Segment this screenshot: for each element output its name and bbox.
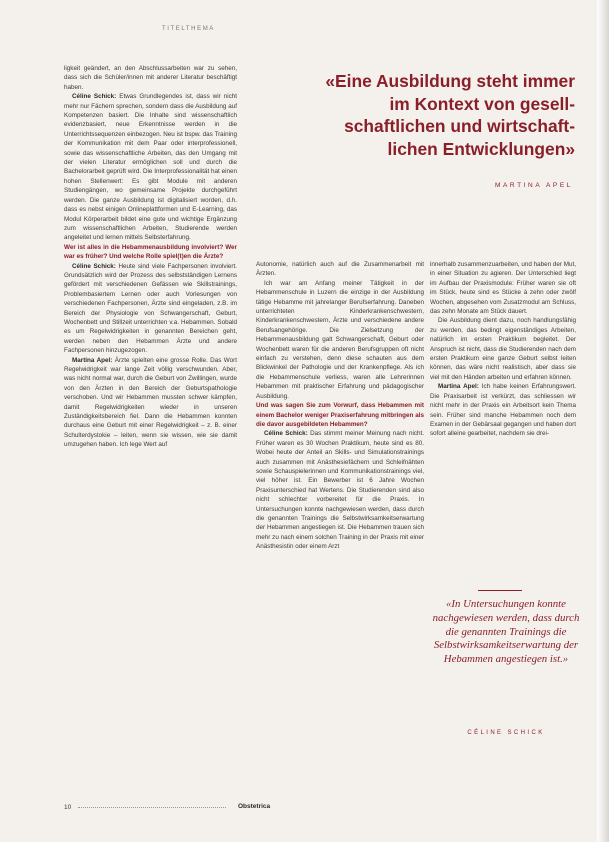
pullquote-divider — [478, 590, 522, 591]
paragraph — [256, 429, 424, 551]
headline-quote: «Eine Ausbildung steht immer im Kontext von gesell-schaftlichen und wirtschaft-lichen Entwicklungen» — [325, 71, 575, 159]
page-number: 10 — [64, 804, 72, 811]
paragraph-text: Etwas Grundlegendes ist, dass wir nicht mehr nur Fächern sprechen, sondern dass die Ausbildung auf Kompetenzen basiert. Die Inhalte sind wissenschaftlich evidenzbasiert, neue Erkenntnisse werden in die Unterrichtssequenzen einbezogen. Neu ist bspw. das Training der Kommunikation mit dem Paar oder interprofessionell, sowie das wissenschaftliche Arbeiten, das den Umgang mit der vielen Literatur ermöglichen soll und durch die Bachelorarbeit geprüft wird. Die Interprofessionalität hat einen hohen Stellenwert: Es gibt Module mit anderen Studiengängen, wo gemeinsame Projekte durchgeführt werden. Die ganze Ausbildung ist digitalisiert worden, d.h. dass es nebst einigen Onlineplattformen und E-Learning, das Modul Körperarbeit bildet eine gute und wichtige Ergänzung zum wissenschaftlichen Arbeiten, Studierende werden angeleitet und lernen mittels Selbsterfahrung. — [64, 93, 238, 242]
paragraph-text: Das stimmt meiner Meinung nach nicht. Früher waren es 30 Wochen Praktikum, heute sind es 80. Wobei heute der Anteil an Skills- und Simulationstrainings auch zusammen mit Anästhesiefächern und Schleifnähten sowie Schauspielerinnen und Kommunikationstrainings viel, viel höher ist. Ein Bewerber ist 6 Jahre Wochen Praxisunterschied hat Wertens. Die Studierenden sind also nicht schlechter vorbereitet für die Praxis. In Untersuchungen konnte nachgewiesen werden, dass durch die genannten Trainings die Selbstwirksamkeitserwartung der Hebammen angestiegen ist. Die Hebammen trauen sich mehr zu nach einem solchen Training in der Praxis mit einer Anästhesistin oder einem Arzt — [256, 430, 425, 551]
speaker-name: Céline Schick: — [72, 93, 117, 101]
paragraph — [64, 92, 237, 243]
page-edge — [597, 0, 609, 842]
pullquote-author: CÉLINE SCHICK — [467, 730, 545, 736]
paragraph-text: Ärzte spielten eine grosse Rolle. Das Wort Regelwidrigkeit war lange Zeit völlig verschwunden. Aber, was nicht normal war, durch die Geburt von Zwillingen, wurde von den Ärzten in den Bereich der Geburtspathologie verschoben. Und wir Hebammen mussten schwer kämpfen, damit Regelwidrigkeiten wieder in unseren Zuständigkeitsbereich fiel. Dann die Hebammen konnten durchaus eine Geburt mit einer Regelwidrigkeit – z. B. einer Schulterdystokie – leiten, wenn sie wissen, wie sie damit umzugehen haben. Ich lege Wert auf — [64, 356, 237, 449]
text-column-1 — [64, 64, 237, 450]
paragraph: Die Ausbildung dient dazu, noch handlungsfähig zu werden, das bedingt eigenständiges Arbeiten, natürlich im ersten Praktikum begleitet. Der Anspruch ist nicht, dass die Studierenden nach dem ersten Praktikum eine ganze Geburt selbst leiten können, das wäre nicht realistisch, aber dass sie viel mit den Händen arbeiten und erfahren können. — [430, 317, 576, 381]
paragraph — [64, 356, 237, 450]
paragraph: Autonomie, natürlich auch auf die Zusammenarbeit mit Ärzten. — [256, 261, 424, 278]
running-head: TITELTHEMA — [162, 26, 215, 32]
paragraph-text: Ich habe keinen Erfahrungswert. Die Praxisarbeit ist verkürzt, das schliessen wir nicht mehr in der Praxis ein Arbeitsort kein Thema sein. Früher sind manche Hebammen noch dem Examen in der Gebärsaal gegangen und haben dort sofort alleine gearbeitet, nachdem sie drei- — [430, 383, 576, 438]
text-column-3 — [430, 260, 576, 439]
paragraph: Ich war am Anfang meiner Tätigkeit in der Hebammenschule in Luzern die einzige in der Ausbildung tätige Hebamme mit jahrelanger Berufserfahrung. Daneben unterrichteten Kinderkrankenschwestern, Kinderkrankenschwestern, Ärzte und verschiedene andere Berufsangehörige. Die Zielsetzung der Hebammenausbildung galt Schwangerschaft, Geburt oder Wochenbett waren für die anderen Berufsgruppen oft nicht einfach zu verstehen, denn diese schauten aus dem Blickwinkel der Pathologie und der Krankenpflege. Als ich die Hebammenschule verliess, waren alle Lehrerinnen Hebammen mit praktischer Erfahrung und pädagogischer Ausbildung. — [256, 279, 424, 400]
headline-author: MARTINA APEL — [494, 182, 573, 189]
paragraph: ligkeit geändert, an den Abschlussarbeiten war zu sehen, dass sich die Schüler/innen mit anderer Literatur beschäftigt haben. — [64, 65, 237, 91]
journal-name: Obstetrica — [238, 803, 271, 810]
interview-question: Wer ist alles in die Hebammenausbildung involviert? Wer war es früher? Und welche Rolle spiel(t)en die Ärzte? — [64, 243, 237, 261]
paragraph-text: Heute sind viele Fachpersonen involviert. Grundsätzlich wird der Prozess des selbstständigen Lernens gefördert mit verschiedenen Gefässen wie Skillstrainings, Problembasiertem Lernen oder auch Vorlesungen von verschiedenen Fachpersonen, Ärzte sind eingeladen, z.B. im Bereich der Physiologie von Schwangerschaft, Geburt, Wochenbett und Stillzeit unterrichten v.a. Hebammen. Sobald es um Regelwidrigkeiten in genannten Bereichen geht, werden neben den Hebammen Ärzte und andere Fachpersonen hinzugezogen. — [64, 262, 238, 355]
paragraph — [64, 262, 237, 356]
speaker-name: Martina Apel: — [72, 356, 113, 364]
speaker-name: Céline Schick: — [72, 262, 116, 270]
interview-question: Und was sagen Sie zum Vorwurf, dass Hebammen mit einem Bachelor weniger Praxiserfahrung mitbringen als die davor ausgebildeten Hebammen? — [256, 402, 424, 428]
paragraph: innerhalb zusammenzuarbeiten, und haben der Mut, in einer Situation zu agieren. Der Unterschied liegt im Aufbau der Praxismodule: Früher waren sie oft im Stück, heute sind es Stücke à zehn oder zwölf Wochen, abgesehen vom Zusatzmodul am Schluss, das zehn Monate am Stück dauert. — [430, 261, 576, 316]
pullquote: «In Untersuchungen konnte nachgewiesen werden, dass durch die genannten Trainings die Selbstwirksamkeitserwartung der Hebammen angestiegen ist.» — [432, 598, 580, 666]
paragraph — [430, 382, 576, 438]
text-column-2 — [256, 260, 424, 552]
footer-divider — [78, 807, 226, 808]
speaker-name: Martina Apel: — [438, 383, 479, 391]
speaker-name: Céline Schick: — [264, 430, 308, 438]
